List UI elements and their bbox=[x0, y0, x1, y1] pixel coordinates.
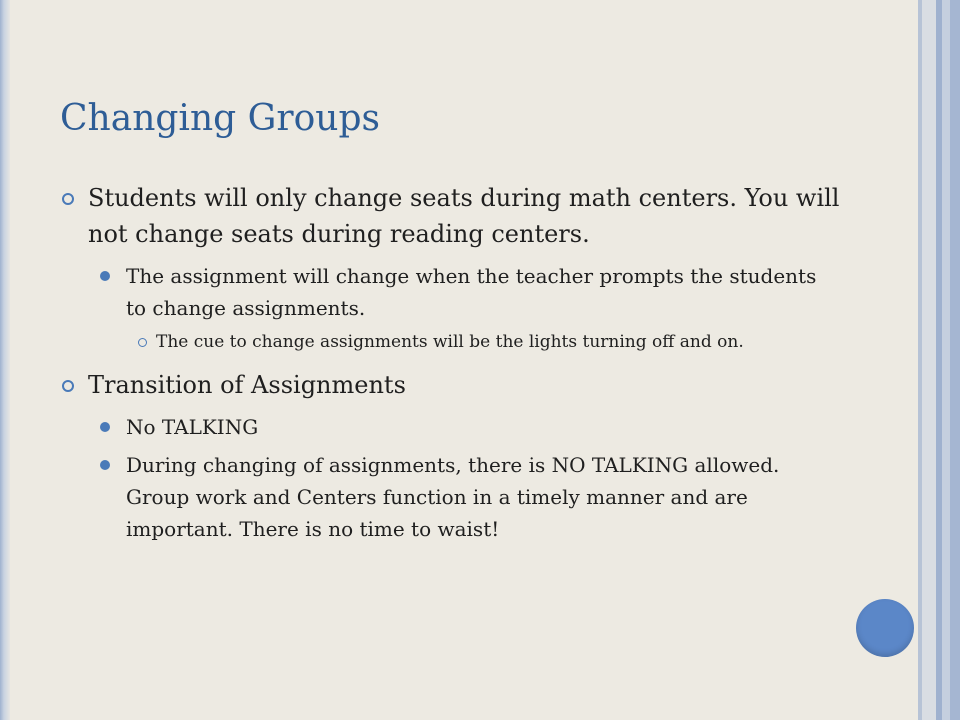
decorative-circle bbox=[856, 599, 914, 657]
dot-bullet-icon bbox=[100, 422, 110, 432]
sub-sub-bullet-lights-cue bbox=[60, 330, 840, 355]
small-ring-bullet-icon bbox=[138, 338, 147, 347]
sub-bullet-no-talking-detail bbox=[60, 449, 840, 545]
right-stripe-decoration bbox=[918, 0, 960, 720]
bullet-change-seats bbox=[60, 180, 840, 252]
sub-bullet-no-talking bbox=[60, 411, 840, 443]
dot-bullet-icon bbox=[100, 460, 110, 470]
bullet-text: Students will only change seats during math centers. You will not change seats during reading centers. bbox=[88, 184, 840, 248]
ring-bullet-icon bbox=[62, 193, 74, 205]
ring-bullet-icon bbox=[62, 380, 74, 392]
slide-title: Changing Groups bbox=[60, 98, 380, 139]
sub-sub-bullet-text: The cue to change assignments will be the lights turning off and on. bbox=[156, 332, 744, 352]
sub-bullet-text: No TALKING bbox=[126, 415, 259, 439]
bullet-transition bbox=[60, 367, 840, 403]
bullet-text: Transition of Assignments bbox=[88, 371, 406, 399]
sub-bullet-text: During changing of assignments, there is NO TALKING allowed. Group work and Centers function in a timely manner and are important. There is no time to waist! bbox=[126, 453, 780, 541]
slide-content bbox=[60, 180, 840, 551]
dot-bullet-icon bbox=[100, 271, 110, 281]
left-edge-decoration bbox=[0, 0, 10, 720]
sub-bullet-assignment-change bbox=[60, 260, 840, 324]
sub-bullet-text: The assignment will change when the teacher prompts the students to change assignments. bbox=[126, 264, 817, 320]
